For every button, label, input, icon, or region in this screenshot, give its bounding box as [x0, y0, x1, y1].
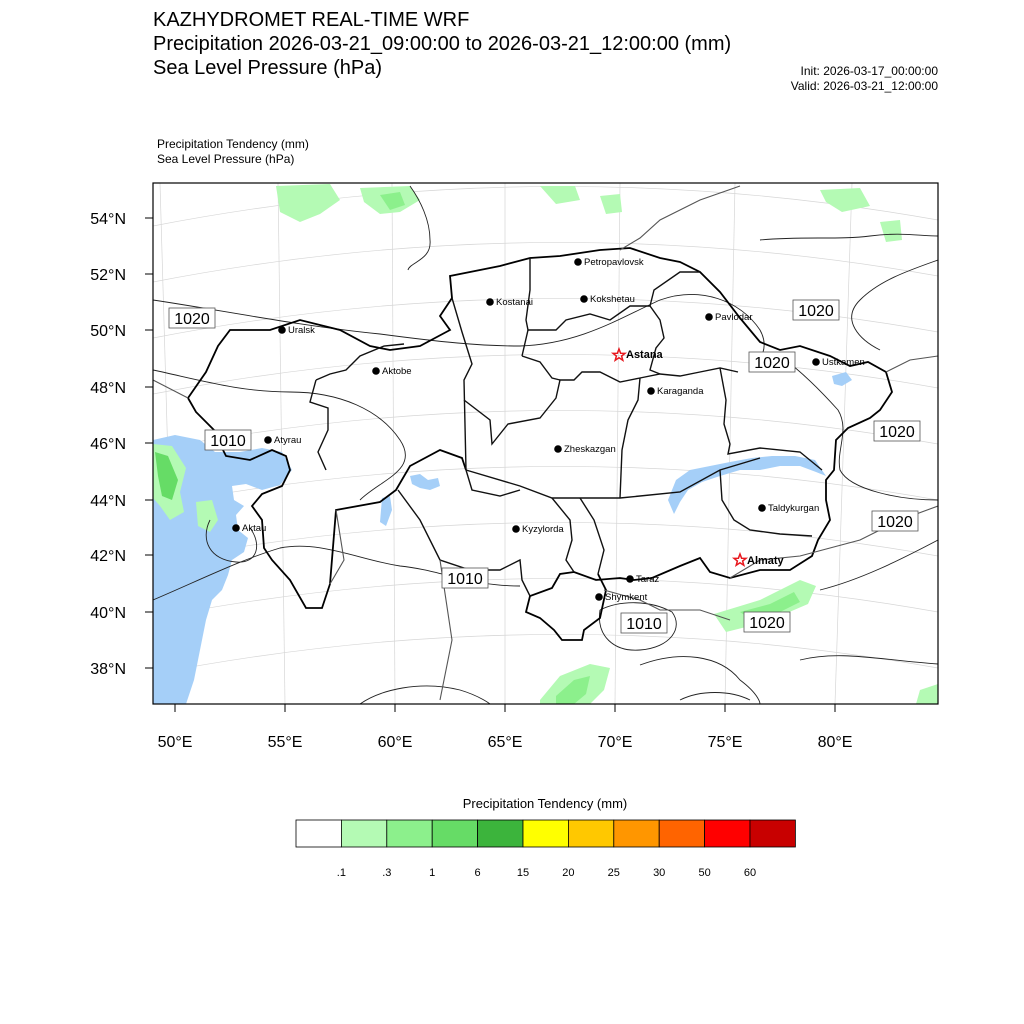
isobar-label [872, 511, 918, 531]
city-uralsk [278, 325, 315, 336]
colorbar-swatch [614, 820, 659, 847]
colorbar-swatch [341, 820, 386, 847]
city-taldykurgan [758, 503, 819, 514]
svg-text:1020: 1020 [174, 311, 210, 328]
aral-sea [410, 474, 440, 490]
colorbar-tick-label: .1 [336, 867, 346, 879]
lon-label: 80°E [817, 734, 853, 751]
city-karaganda [647, 386, 704, 397]
init-time: Init: 2026-03-17_00:00:00 [800, 64, 938, 78]
svg-text:Kyzylorda: Kyzylorda [522, 524, 564, 535]
water-bodies [153, 372, 852, 704]
lon-labels [158, 734, 853, 751]
colorbar-swatch [523, 820, 568, 847]
colorbar-tick-label: 50 [698, 867, 711, 879]
colorbar-swatch [387, 820, 432, 847]
svg-text:1010: 1010 [447, 571, 483, 588]
svg-text:Shymkent: Shymkent [605, 592, 648, 603]
svg-text:Aktau: Aktau [242, 523, 267, 534]
map-frame [153, 183, 938, 704]
svg-text:Almaty: Almaty [747, 555, 784, 567]
colorbar-swatch [750, 820, 795, 847]
svg-text:1020: 1020 [798, 303, 834, 320]
precip-period-subtitle: Precipitation 2026-03-21_09:00:00 to 2026-03-21_12:00:00 (mm) [153, 33, 732, 55]
isobars [153, 186, 938, 704]
lon-label: 50°E [157, 734, 193, 751]
valid-time: Valid: 2026-03-21_12:00:00 [790, 79, 938, 93]
city-taraz [626, 574, 659, 585]
lat-labels [90, 211, 126, 678]
svg-text:1020: 1020 [879, 424, 915, 441]
isobar-label [744, 612, 790, 632]
lat-label: 48°N [90, 380, 126, 397]
lat-label: 54°N [90, 211, 126, 228]
svg-text:1020: 1020 [749, 615, 785, 632]
isobar-label [442, 568, 488, 588]
isobar-label [874, 421, 920, 441]
lat-label: 44°N [90, 493, 126, 510]
lat-label: 38°N [90, 661, 126, 678]
city-almaty [734, 554, 785, 567]
colorbar-tick-label: 30 [653, 867, 666, 879]
svg-text:Pavlodar: Pavlodar [715, 312, 753, 323]
svg-text:Petropavlovsk: Petropavlovsk [584, 257, 644, 268]
isobar-label [169, 308, 215, 328]
lat-label: 42°N [90, 548, 126, 565]
lon-label: 55°E [267, 734, 303, 751]
colorbar-tick-label: 6 [474, 867, 481, 879]
lat-label: 50°N [90, 323, 126, 340]
isobar-label [205, 430, 251, 450]
city-atyrau [264, 435, 301, 446]
map-title: KAZHYDROMET REAL-TIME WRF [153, 9, 470, 31]
city-petropavlovsk [574, 257, 644, 268]
city-kostanai [486, 297, 533, 308]
isobar-label [749, 352, 795, 372]
field-label-slp: Sea Level Pressure (hPa) [157, 152, 295, 166]
city-zheskazgan [554, 444, 616, 455]
colorbar-swatch [296, 820, 341, 847]
svg-text:Atyrau: Atyrau [274, 435, 302, 446]
svg-text:Taraz: Taraz [636, 574, 660, 585]
city-pavlodar [705, 312, 752, 323]
svg-text:1020: 1020 [877, 514, 913, 531]
svg-text:Ustkamen: Ustkamen [822, 357, 865, 368]
colorbar-title: Precipitation Tendency (mm) [462, 796, 628, 811]
colorbar-swatch [478, 820, 523, 847]
city-aktobe [372, 366, 411, 377]
svg-text:Zheskazgan: Zheskazgan [564, 444, 616, 455]
colorbar-tick-label: 20 [562, 867, 575, 879]
city-ustkamen [812, 357, 865, 368]
svg-text:1010: 1010 [210, 433, 246, 450]
map-area [153, 183, 938, 704]
svg-text:Karaganda: Karaganda [657, 386, 704, 397]
svg-text:Astana: Astana [626, 349, 663, 361]
lon-label: 60°E [377, 734, 413, 751]
city-kyzylorda [512, 524, 564, 535]
svg-text:1010: 1010 [626, 616, 662, 633]
lon-label: 65°E [487, 734, 523, 751]
svg-text:Taldykurgan: Taldykurgan [768, 503, 820, 514]
slp-subtitle: Sea Level Pressure (hPa) [153, 57, 383, 79]
field-label-precip: Precipitation Tendency (mm) [157, 137, 309, 151]
colorbar-tick-label: 15 [516, 867, 530, 879]
colorbar-tick-label: 1 [429, 867, 436, 879]
svg-text:Aktobe: Aktobe [382, 366, 412, 377]
svg-text:1020: 1020 [754, 355, 790, 372]
region-borders [310, 258, 822, 596]
lon-label: 75°E [707, 734, 743, 751]
precipitation-areas [153, 184, 938, 704]
colorbar-swatch [705, 820, 750, 847]
city-kokshetau [580, 294, 635, 305]
lon-label: 70°E [597, 734, 633, 751]
colorbar [296, 820, 795, 847]
colorbar-tick-label: 25 [607, 867, 620, 879]
colorbar-swatch [568, 820, 613, 847]
isobar-label [793, 300, 839, 320]
svg-text:Uralsk: Uralsk [288, 325, 315, 336]
isobar-label [621, 613, 667, 633]
graticule [153, 183, 938, 704]
lat-label: 46°N [90, 436, 126, 453]
colorbar-tick-label: 60 [743, 867, 757, 879]
lat-label: 40°N [90, 605, 126, 622]
colorbar-tick-label: .3 [382, 867, 392, 879]
lat-label: 52°N [90, 267, 126, 284]
svg-text:Kokshetau: Kokshetau [590, 294, 635, 305]
colorbar-swatch [659, 820, 704, 847]
colorbar-swatch [432, 820, 477, 847]
svg-text:Kostanai: Kostanai [496, 297, 533, 308]
